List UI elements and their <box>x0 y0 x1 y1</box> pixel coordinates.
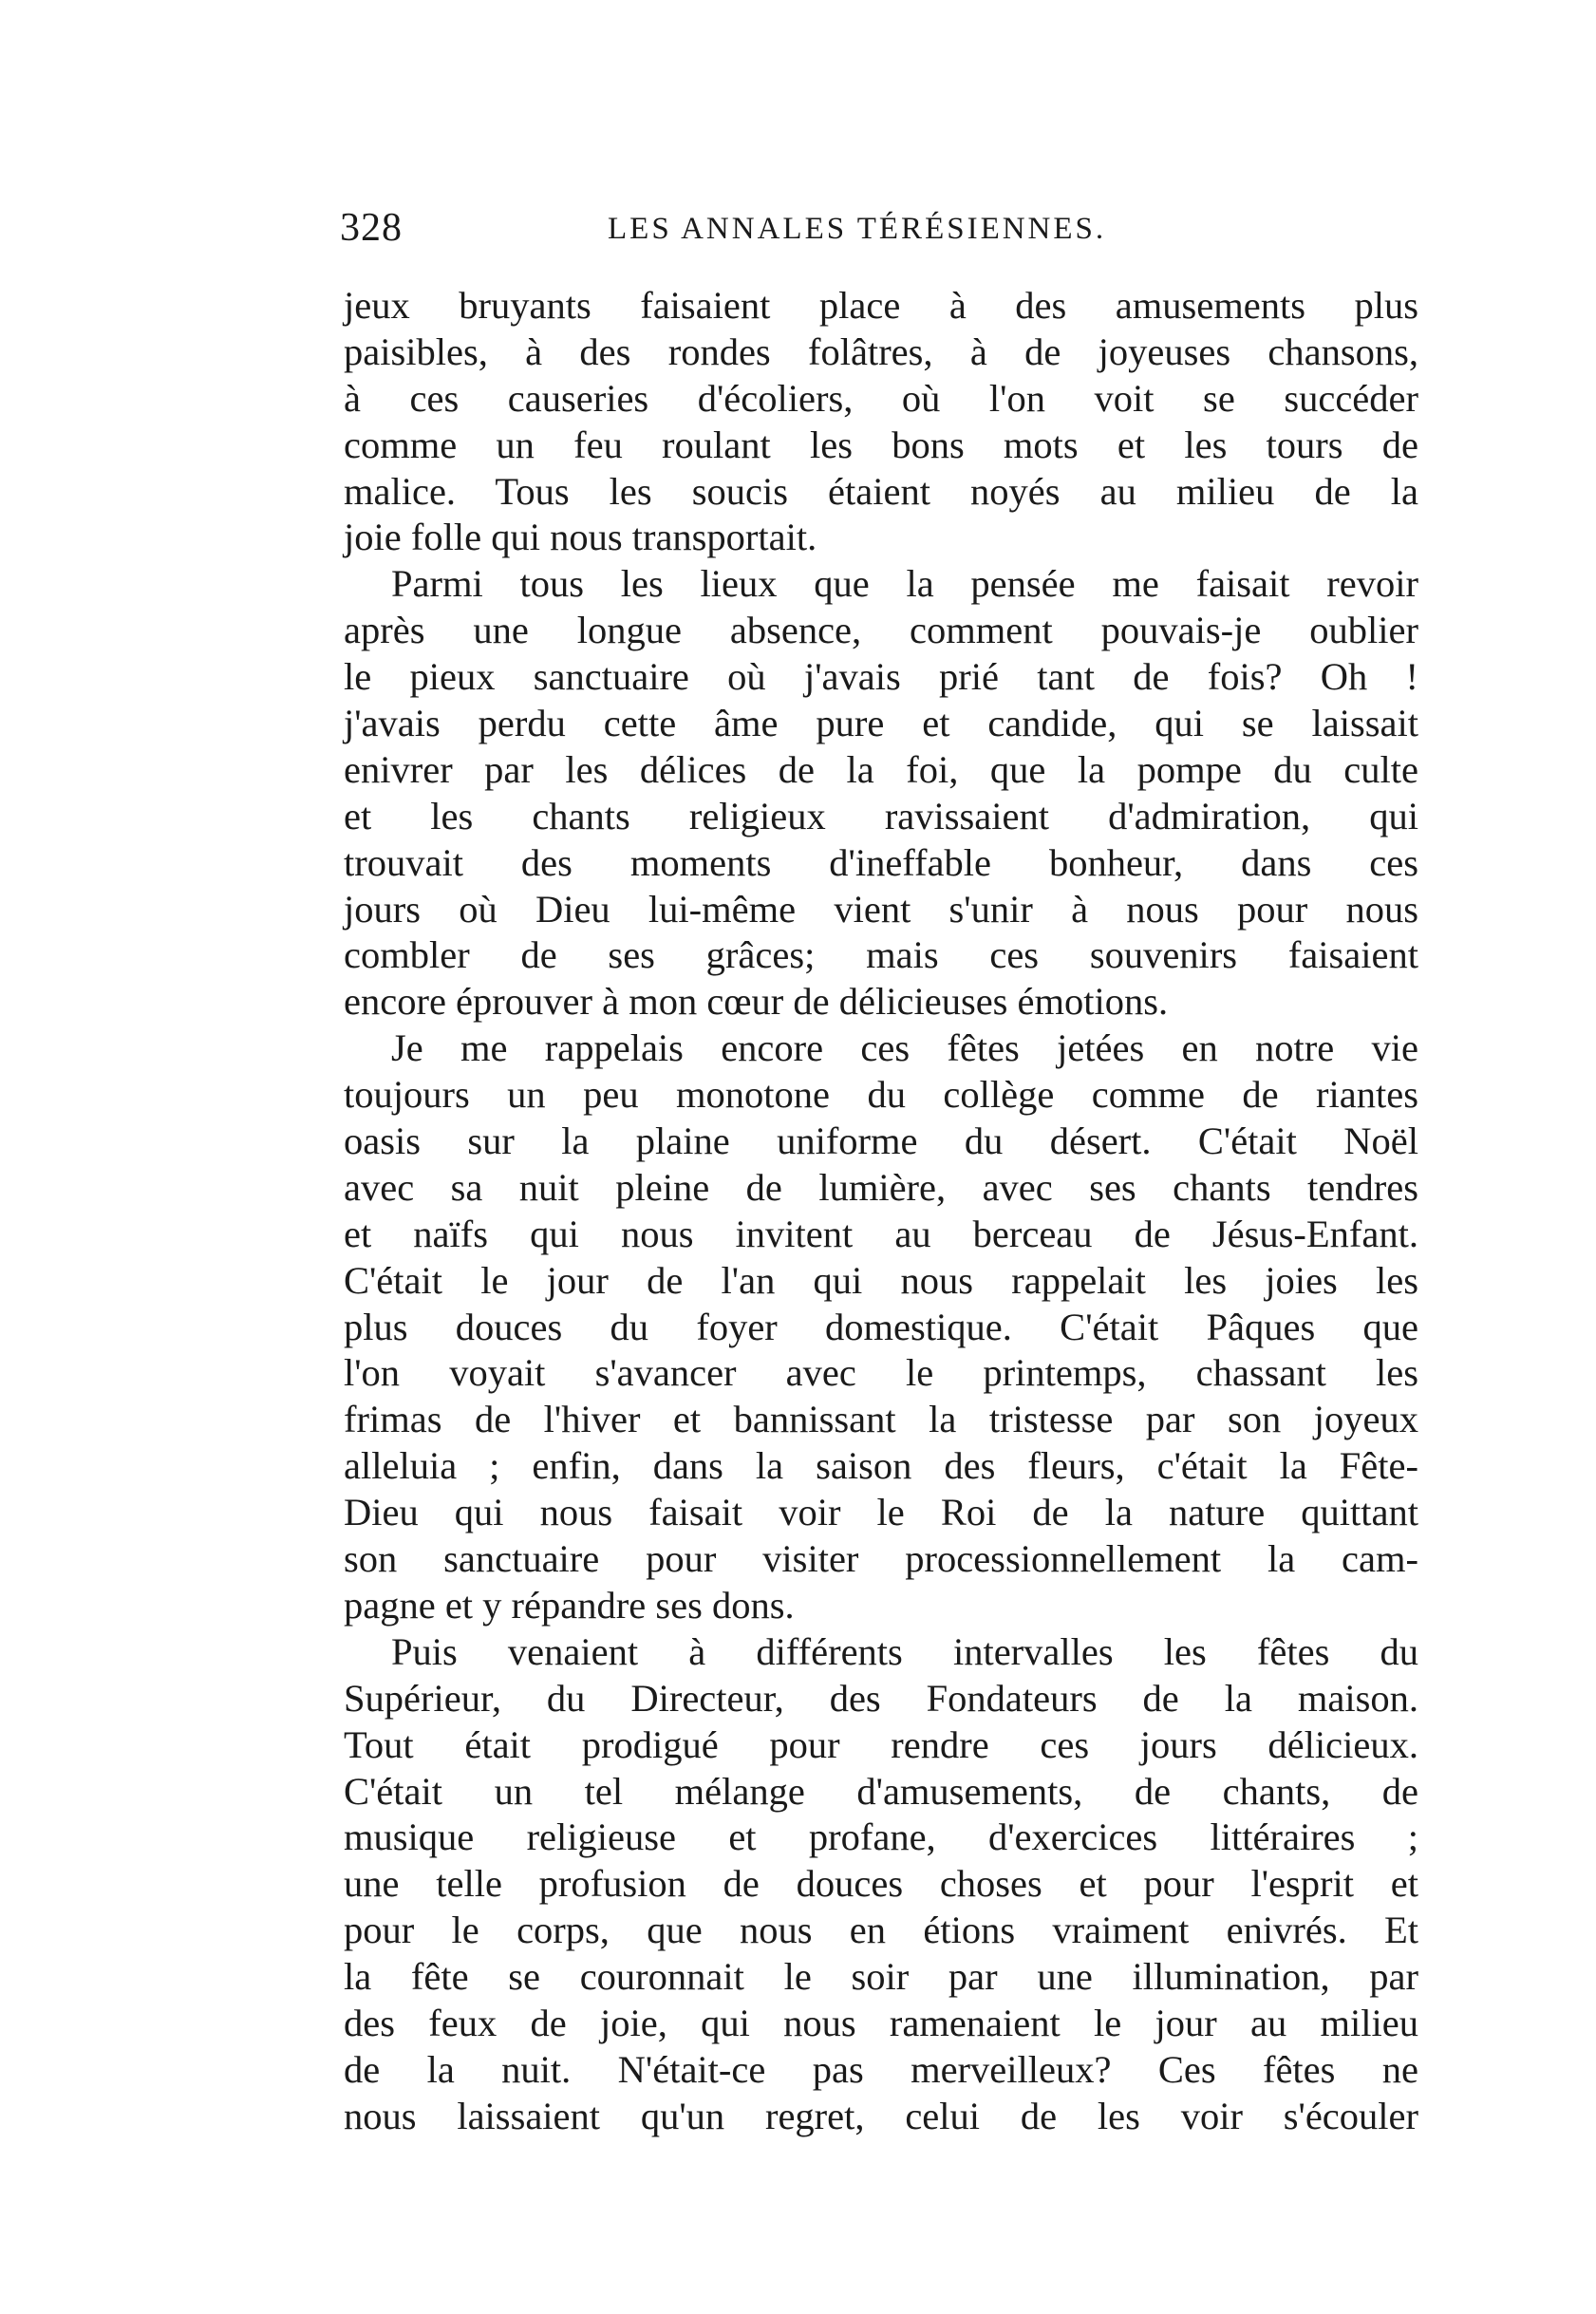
text-line: Je me rappelais encore ces fêtes jetées en notre vie <box>391 1026 1418 1070</box>
text-line: paisibles, à des rondes folâtres, à de joyeuses chansons, <box>344 329 1418 373</box>
text-line: toujours un peu monotone du collège comme de riantes <box>344 1073 1418 1117</box>
running-title: LES ANNALES TÉRÉSIENNES. <box>608 212 1107 246</box>
text-line: avec sa nuit pleine de lumière, avec ses chants tendres <box>344 1165 1418 1209</box>
body-text <box>344 283 1418 2140</box>
text-line: enivrer par les délices de la foi, que la pompe du culte <box>344 747 1418 791</box>
text-line: et naïfs qui nous invitent au berceau de Jésus-Enfant. <box>344 1212 1418 1255</box>
text-line: de la nuit. N'était-ce pas merveilleux? Ces fêtes ne <box>344 2047 1418 2091</box>
text-line: comme un feu roulant les bons mots et les tours de <box>344 423 1418 466</box>
text-line: Parmi tous les lieux que la pensée me faisait revoir <box>391 562 1418 606</box>
text-line: oasis sur la plaine uniforme du désert. C'était Noël <box>344 1119 1418 1163</box>
text-line: malice. Tous les soucis étaient noyés au milieu de la <box>344 469 1418 513</box>
text-line: l'on voyait s'avancer avec le printemps, chassant les <box>344 1351 1418 1395</box>
text-line: Dieu qui nous faisait voir le Roi de la nature quittant <box>344 1491 1418 1534</box>
text-line: Tout était prodigué pour rendre ces jours délicieux. <box>344 1722 1418 1766</box>
paragraph <box>344 1629 1418 2140</box>
text-line: plus douces du foyer domestique. C'était Pâques que <box>344 1305 1418 1348</box>
text-line: j'avais perdu cette âme pure et candide, qui se laissait <box>344 702 1418 745</box>
text-line: nous laissaient qu'un regret, celui de les voir s'écouler <box>344 2094 1418 2137</box>
text-line: pagne et y répandre ses dons. <box>344 1583 795 1627</box>
text-line: C'était le jour de l'an qui nous rappelait les joies les <box>344 1258 1418 1302</box>
text-line: frimas de l'hiver et bannissant la tristesse par son joyeux <box>344 1398 1418 1441</box>
text-line: C'était un tel mélange d'amusements, de chants, de <box>344 1769 1418 1813</box>
text-line: la fête se couronnait le soir par une illumination, par <box>344 1955 1418 1999</box>
text-line: jeux bruyants faisaient place à des amusements plus <box>344 284 1418 327</box>
text-line: après une longue absence, comment pouvais-je oublier <box>344 609 1418 652</box>
text-line: encore éprouver à mon cœur de délicieuses émotions. <box>344 980 1169 1024</box>
text-line: le pieux sanctuaire où j'avais prié tant de fois? Oh ! <box>344 655 1418 699</box>
text-line: son sanctuaire pour visiter processionnellement la cam- <box>344 1537 1418 1581</box>
text-line: jours où Dieu lui-même vient s'unir à nous pour nous <box>344 887 1418 931</box>
running-head <box>340 201 1418 254</box>
text-line: pour le corps, que nous en étions vraiment enivrés. Et <box>344 1909 1418 1952</box>
text-line: trouvait des moments d'ineffable bonheur, dans ces <box>344 840 1418 884</box>
text-line: alleluia ; enfin, dans la saison des fleurs, c'était la Fête- <box>344 1444 1418 1488</box>
text-line: joie folle qui nous transportait. <box>344 516 817 559</box>
text-line: musique religieuse et profane, d'exercices littéraires ; <box>344 1815 1418 1859</box>
text-line: Puis venaient à différents intervalles les fêtes du <box>391 1629 1418 1673</box>
paragraph <box>344 1025 1418 1629</box>
text-line: à ces causeries d'écoliers, où l'on voit se succéder <box>344 376 1418 420</box>
paragraph <box>344 283 1418 561</box>
text-line: combler de ses grâces; mais ces souvenirs faisaient <box>344 933 1418 977</box>
page-number: 328 <box>340 206 403 250</box>
text-line: Supérieur, du Directeur, des Fondateurs de la maison. <box>344 1676 1418 1720</box>
text-line: une telle profusion de douces choses et pour l'esprit et <box>344 1862 1418 1906</box>
text-line: et les chants religieux ravissaient d'admiration, qui <box>344 794 1418 837</box>
text-line: des feux de joie, qui nous ramenaient le jour au milieu <box>344 2001 1418 2044</box>
paragraph <box>344 561 1418 1025</box>
